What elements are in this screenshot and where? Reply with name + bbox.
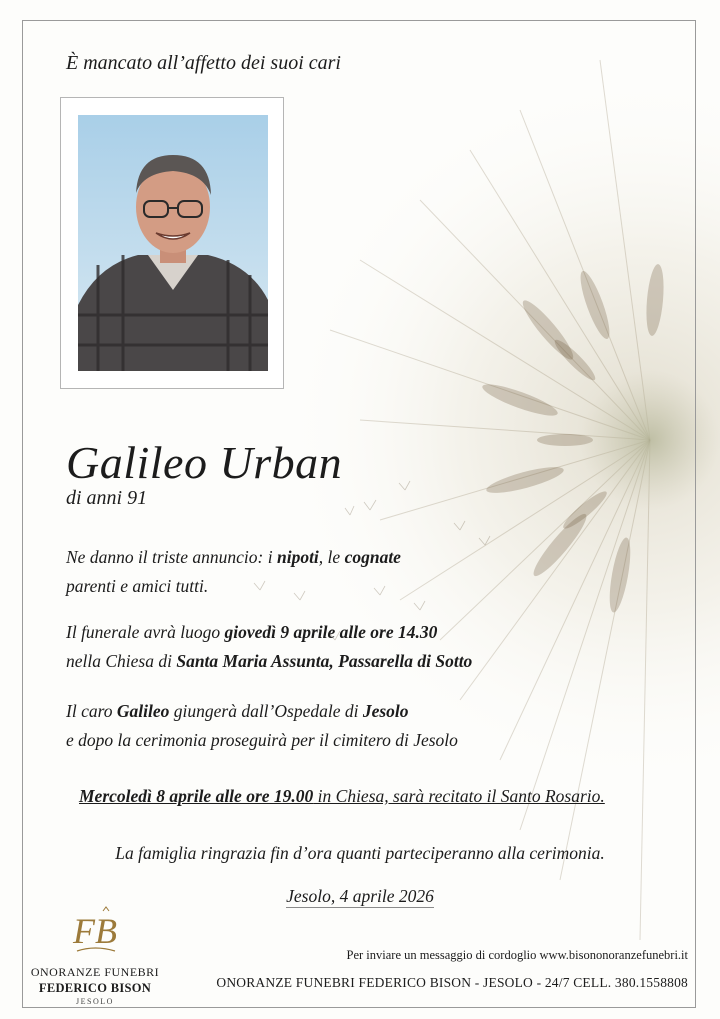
- portrait-photo: [78, 115, 268, 371]
- announce-text: Ne danno il triste annuncio: i: [66, 547, 277, 567]
- funeral-datetime: giovedì 9 aprile alle ore 14.30: [224, 622, 438, 642]
- logo-monogram-text: FB: [73, 911, 117, 951]
- logo-line-3: JESOLO: [76, 997, 114, 1006]
- announcement-line-2: parenti e amici tutti.: [66, 576, 209, 596]
- rosary-datetime: Mercoledì 8 aprile alle ore 19.00: [79, 786, 314, 806]
- deceased-age: di anni 91: [66, 487, 148, 509]
- rosary-text: in Chiesa, sarà recitato il Santo Rosario.: [313, 786, 605, 806]
- funeral-church: Santa Maria Assunta, Passarella di Sotto: [176, 651, 473, 671]
- funeral-paragraph: [66, 618, 472, 676]
- announce-text: , le: [318, 547, 345, 567]
- announcement-paragraph: [66, 543, 401, 601]
- transfer-text: Il caro: [66, 701, 117, 721]
- funeral-text: nella Chiesa di: [66, 651, 177, 671]
- transfer-city: Jesolo: [362, 701, 409, 721]
- contact-line: ONORANZE FUNEBRI FEDERICO BISON - JESOLO - 24/7 CELL. 380.1558808: [216, 975, 688, 990]
- intro-text: È mancato all’affetto dei suoi cari: [66, 52, 341, 74]
- logo-line-2: FEDERICO BISON: [38, 981, 152, 995]
- rosary-notice: [79, 786, 605, 807]
- funeral-line-1: [66, 618, 472, 647]
- place-date: [0, 886, 720, 907]
- logo-line-1: ONORANZE FUNEBRI: [30, 965, 160, 979]
- funeral-home-logo: [30, 905, 160, 1006]
- funeral-line-2: [66, 647, 472, 676]
- transfer-name: Galileo: [116, 701, 170, 721]
- transfer-line-1: [66, 697, 458, 726]
- announce-bold-cognate: cognate: [344, 547, 401, 567]
- announce-bold-nipoti: nipoti: [276, 547, 319, 567]
- condolence-message-line[interactable]: Per inviare un messaggio di cordoglio www.bisononoranzefunebri.it: [346, 948, 688, 962]
- transfer-text: giungerà dall’Ospedale di: [169, 701, 363, 721]
- transfer-paragraph: [66, 697, 458, 755]
- thanks-text: La famiglia ringrazia fin d’ora quanti parteciperanno alla cerimonia.: [115, 843, 605, 863]
- announcement-line-1: [66, 543, 401, 572]
- fb-monogram-icon: [65, 905, 125, 959]
- deceased-name: Galileo Urban: [66, 437, 343, 488]
- portrait-frame: [60, 97, 284, 389]
- transfer-line-2: e dopo la cerimonia proseguirà per il cimitero di Jesolo: [66, 730, 458, 750]
- funeral-text: Il funerale avrà luogo: [66, 622, 225, 642]
- place-date-text: Jesolo, 4 aprile 2026: [286, 886, 434, 906]
